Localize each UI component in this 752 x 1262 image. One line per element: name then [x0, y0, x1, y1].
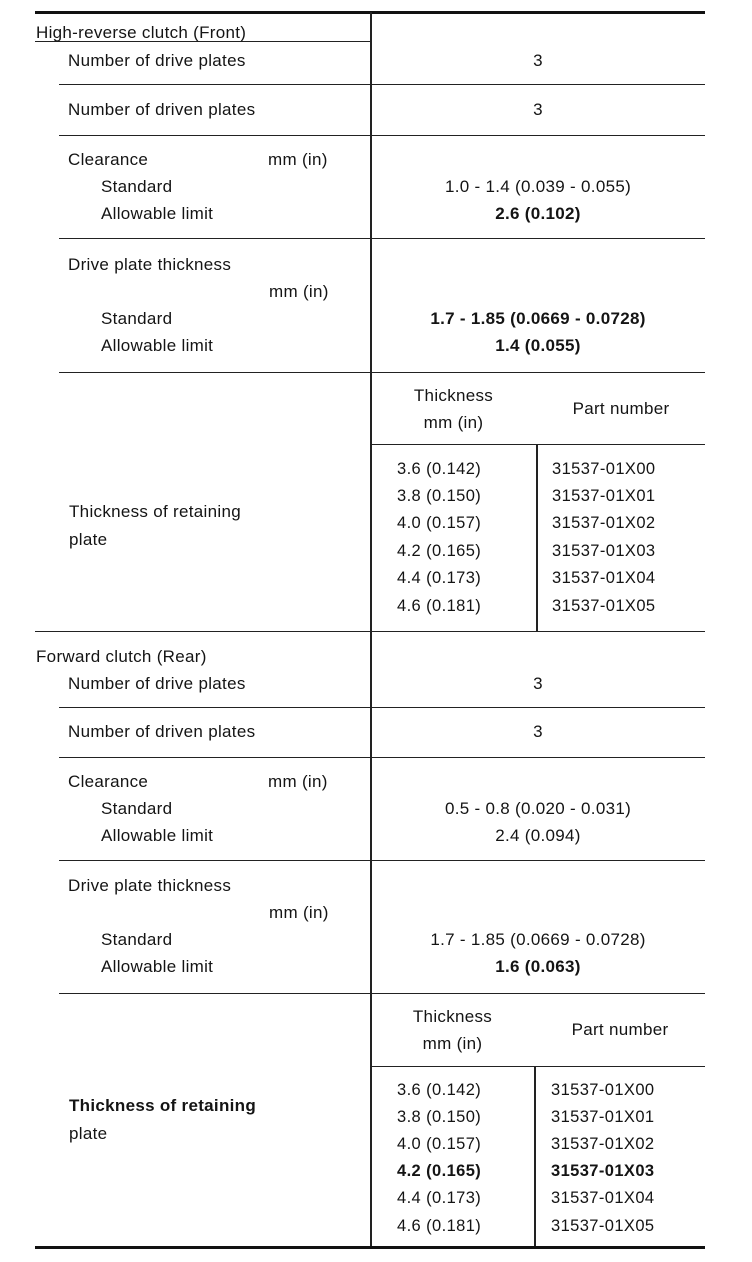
thickness-unit: mm (in): [269, 903, 329, 922]
row-divider: [59, 135, 705, 136]
retaining-part-cell: 31537-01X05: [551, 1217, 655, 1235]
thickness-standard-label: Standard: [101, 930, 173, 949]
thickness-label: Drive plate thickness: [68, 255, 232, 274]
retaining-thickness-cell: 4.4 (0.173): [397, 1189, 482, 1207]
retaining-part-cell: 31537-01X03: [552, 542, 656, 560]
section-title: High-reverse clutch (Front): [36, 23, 247, 42]
thickness-limit-value: 1.6 (0.063): [495, 957, 581, 976]
thickness-label: Drive plate thickness: [68, 876, 232, 895]
retaining-thickness-cell: 4.2 (0.165): [397, 542, 482, 560]
retaining-part-cell: 31537-01X00: [551, 1081, 655, 1099]
driven-plates-value: 3: [533, 722, 543, 741]
row-divider: [59, 707, 705, 708]
clearance-limit-label: Allowable limit: [101, 204, 214, 223]
thickness-limit-label: Allowable limit: [101, 957, 214, 976]
clearance-standard-value: 0.5 - 0.8 (0.020 - 0.031): [444, 799, 632, 818]
retaining-plate-label-2: plate: [69, 1124, 108, 1143]
retaining-thickness-cell: 4.0 (0.157): [397, 514, 482, 532]
clearance-label: Clearance: [68, 150, 149, 169]
retaining-thickness-cell: 3.6 (0.142): [397, 1081, 482, 1099]
clearance-limit-value: 2.4 (0.094): [495, 826, 581, 845]
subtable-divider: [536, 444, 538, 631]
subtable-header-part: Part number: [572, 399, 670, 418]
retaining-part-cell: 31537-01X01: [551, 1108, 655, 1126]
driven-plates-value: 3: [533, 100, 543, 119]
row-divider: [59, 372, 705, 373]
thickness-standard-value: 1.7 - 1.85 (0.0669 - 0.0728): [430, 930, 646, 949]
retaining-part-cell: 31537-01X02: [551, 1135, 655, 1153]
subtable-header-thickness: Thickness: [412, 1007, 493, 1026]
retaining-plate-label-2: plate: [69, 530, 108, 549]
retaining-thickness-cell: 4.6 (0.181): [397, 1217, 482, 1235]
subtable-header-unit: mm (in): [422, 1034, 483, 1053]
row-divider: [59, 993, 705, 994]
thickness-unit: mm (in): [269, 282, 329, 301]
clearance-label: Clearance: [68, 772, 149, 791]
row-divider: [59, 757, 705, 758]
row-divider: [59, 238, 705, 239]
retaining-part-cell: 31537-01X00: [552, 460, 656, 478]
thickness-limit-value: 1.4 (0.055): [495, 336, 581, 355]
thickness-standard-label: Standard: [101, 309, 173, 328]
retaining-part-cell: 31537-01X01: [552, 487, 656, 505]
clearance-standard-label: Standard: [101, 799, 173, 818]
retaining-plate-label: Thickness of retaining: [69, 502, 241, 521]
section-divider: [35, 631, 705, 632]
retaining-thickness-cell: 3.6 (0.142): [397, 460, 482, 478]
drive-plates-label: Number of drive plates: [68, 51, 246, 70]
subtable-header-part: Part number: [571, 1020, 669, 1039]
drive-plates-value: 3: [533, 674, 543, 693]
clearance-standard-label: Standard: [101, 177, 173, 196]
retaining-thickness-cell: 3.8 (0.150): [397, 487, 482, 505]
subtable-header-unit: mm (in): [423, 413, 484, 432]
drive-plates-label: Number of drive plates: [68, 674, 246, 693]
clearance-unit: mm (in): [268, 150, 328, 169]
retaining-thickness-cell: 4.4 (0.173): [397, 569, 482, 587]
subtable-header-rule: [371, 1066, 705, 1067]
row-divider: [59, 860, 705, 861]
clearance-standard-value: 1.0 - 1.4 (0.039 - 0.055): [444, 177, 632, 196]
column-divider: [370, 12, 372, 1247]
retaining-part-cell: 31537-01X04: [551, 1189, 655, 1207]
retaining-thickness-cell: 4.2 (0.165): [397, 1162, 482, 1180]
clearance-limit-label: Allowable limit: [101, 826, 214, 845]
subtable-header-thickness: Thickness: [413, 386, 494, 405]
retaining-thickness-cell: 4.6 (0.181): [397, 597, 482, 615]
driven-plates-label: Number of driven plates: [68, 722, 256, 741]
clearance-limit-value: 2.6 (0.102): [495, 204, 581, 223]
section-title: Forward clutch (Rear): [36, 647, 207, 666]
retaining-part-cell: 31537-01X04: [552, 569, 656, 587]
retaining-thickness-cell: 3.8 (0.150): [397, 1108, 482, 1126]
thickness-standard-value: 1.7 - 1.85 (0.0669 - 0.0728): [430, 309, 646, 328]
retaining-part-cell: 31537-01X05: [552, 597, 656, 615]
row-divider: [59, 84, 705, 85]
retaining-part-cell: 31537-01X03: [551, 1162, 655, 1180]
retaining-plate-label: Thickness of retaining: [69, 1096, 257, 1115]
table-bottom-rule: [35, 1246, 705, 1249]
retaining-thickness-cell: 4.0 (0.157): [397, 1135, 482, 1153]
thickness-limit-label: Allowable limit: [101, 336, 214, 355]
subtable-header-rule: [371, 444, 705, 445]
drive-plates-value: 3: [533, 51, 543, 70]
driven-plates-label: Number of driven plates: [68, 100, 256, 119]
clearance-unit: mm (in): [268, 772, 328, 791]
retaining-part-cell: 31537-01X02: [552, 514, 656, 532]
subtable-divider: [534, 1066, 536, 1247]
